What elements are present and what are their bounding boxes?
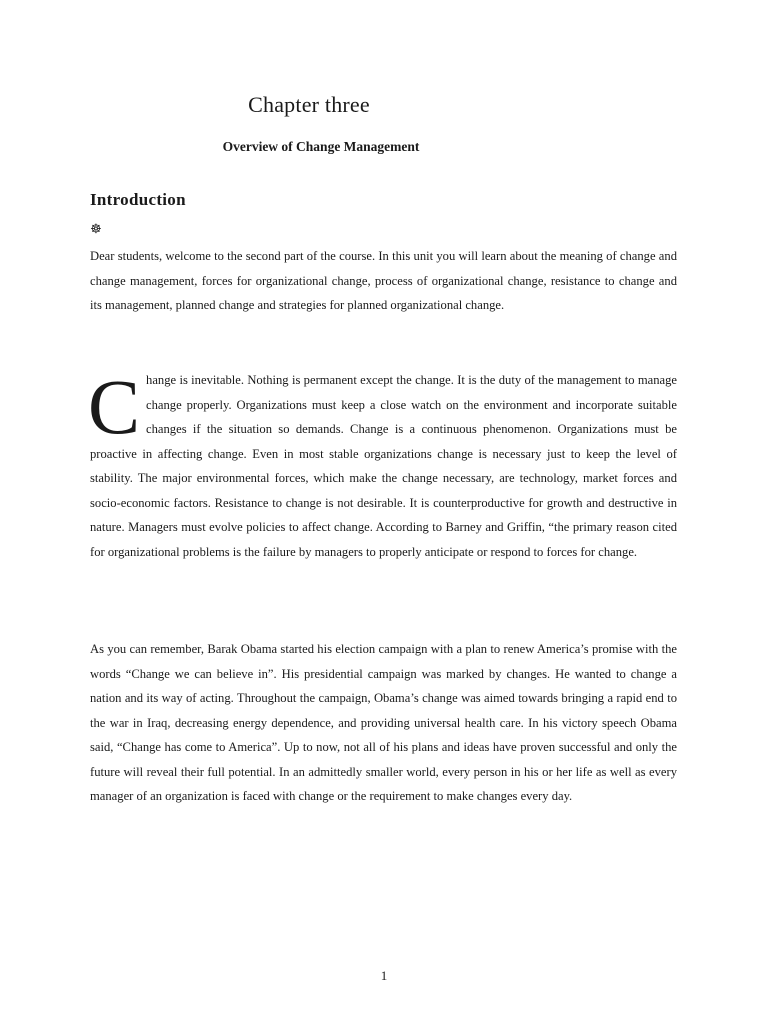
ornament-icon: ☸ bbox=[90, 221, 102, 236]
dropcap-paragraph-text: hange is inevitable. Nothing is permanent except the change. It is the duty of the management to manage change properly. Organizations must keep a close watch on the environment and incorporate suitable changes if the situation so demands. Change is a continuous phenomenon. Organizations must be proactive in affecting change. Even in most stable organizations change is necessary just to keep the level of stability. The major environmental forces, which make the change necessary, are technology, market forces and socio-economic factors. Resistance to change is not desirable. It is counterproductive for growth and destructive in nature. Managers must evolve policies to affect change. According to Barney and Griffin, “the primary reason cited for organizational problems is the failure by managers to properly anticipate or respond to forces for change. bbox=[90, 373, 677, 559]
page-subtitle: Overview of Change Management bbox=[222, 139, 420, 154]
section-heading: Introduction bbox=[90, 190, 186, 209]
chapter-title: Chapter three bbox=[248, 92, 370, 117]
paragraph-intro: Dear students, welcome to the second part of the course. In this unit you will learn about the meaning of change and change management, forces for organizational change, process of organizational change, resistance to change and its management, planned change and strategies for planned organizational change. bbox=[90, 249, 677, 312]
page-number: 1 bbox=[380, 968, 388, 983]
paragraph-obama: As you can remember, Barak Obama started his election campaign with a plan to renew America’s promise with the words “Change we can believe in”. His presidential campaign was marked by changes. He wanted to change a nation and its way of acting. Throughout the campaign, Obama’s change was aimed towards bringing a rapid end to the war in Iraq, decreasing energy dependence, and providing universal health care. In his victory speech Obama said, “Change has come to America”. Up to now, not all of his plans and ideas have proven successful and only the future will reveal their full potential. In an admittedly smaller world, every person in his or her life as well as every manager of an organization is faced with change or the requirement to make changes every day. bbox=[90, 642, 677, 803]
paragraph-dropcap bbox=[88, 363, 677, 564]
dropcap-letter: C bbox=[88, 363, 141, 450]
